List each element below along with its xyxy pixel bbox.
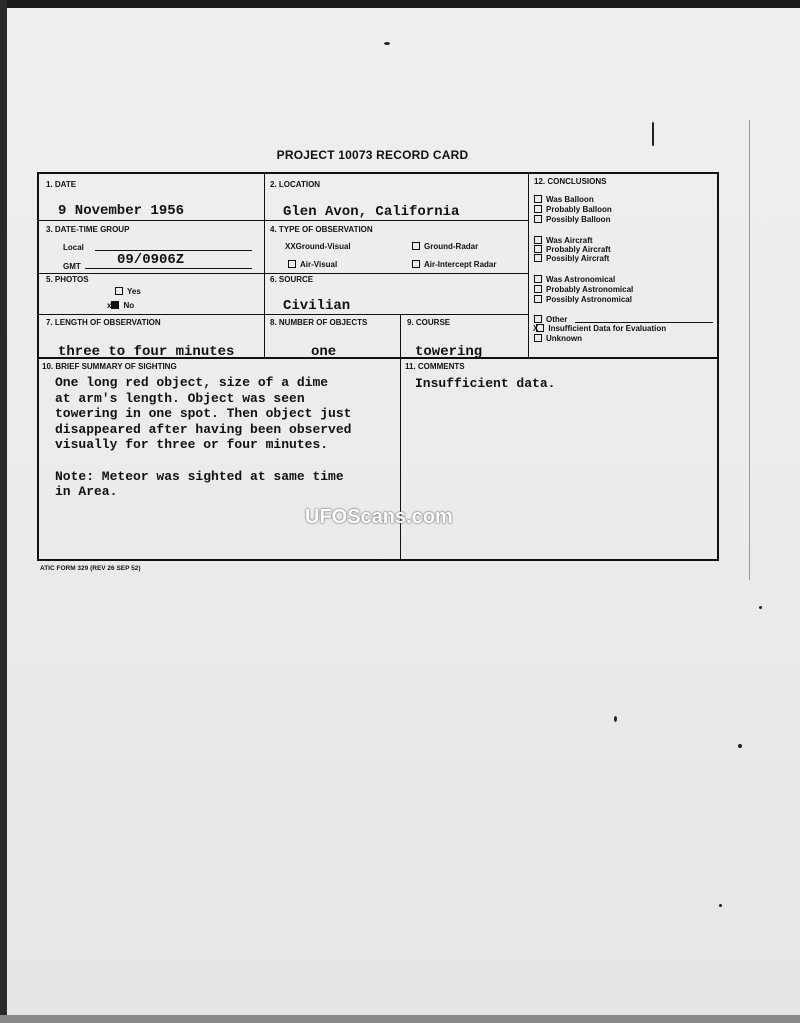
conclusion-label: Was Balloon bbox=[546, 195, 594, 204]
checkbox-icon bbox=[534, 245, 542, 253]
course-header: 9. COURSE bbox=[407, 318, 451, 327]
summary-header: 10. BRIEF SUMMARY OF SIGHTING bbox=[42, 362, 177, 371]
objects-header: 8. NUMBER OF OBJECTS bbox=[270, 318, 368, 327]
checkbox-icon bbox=[288, 260, 296, 268]
conclusion-label: Insufficient Data for Evaluation bbox=[548, 324, 667, 333]
location-value: Glen Avon, California bbox=[283, 204, 460, 220]
summary-line: One long red object, size of a dime bbox=[55, 375, 329, 390]
conclusion-item bbox=[534, 236, 593, 245]
summary-line: in Area. bbox=[55, 484, 118, 500]
card-title: PROJECT 10073 RECORD CARD bbox=[276, 148, 469, 162]
photos-no-label: No bbox=[123, 301, 135, 310]
checkbox-icon bbox=[412, 242, 420, 250]
checkbox-icon bbox=[534, 215, 542, 223]
local-label: Local bbox=[63, 243, 84, 252]
conclusion-item bbox=[534, 275, 615, 284]
photos-yes-option bbox=[115, 287, 141, 296]
air-visual-label: Air-Visual bbox=[300, 260, 338, 269]
conclusion-label: Probably Astronomical bbox=[546, 285, 634, 294]
conclusion-label: Other bbox=[546, 315, 568, 324]
date-value: 9 November 1956 bbox=[58, 203, 185, 219]
photos-no-option bbox=[107, 301, 134, 310]
summary-line: Note: Meteor was sighted at same time bbox=[55, 468, 344, 484]
length-value: three to four minutes bbox=[58, 344, 235, 360]
checkbox-icon bbox=[534, 254, 542, 262]
gmt-underline bbox=[85, 268, 252, 269]
ground-visual-option bbox=[285, 242, 351, 251]
checkbox-checked-icon bbox=[111, 301, 119, 309]
scan-mark bbox=[652, 122, 654, 146]
conclusion-item bbox=[534, 215, 610, 224]
date-header: 1. DATE bbox=[46, 180, 77, 189]
conclusion-label: Possibly Balloon bbox=[546, 215, 611, 224]
checkbox-icon bbox=[534, 315, 542, 323]
checked-mark: XX bbox=[285, 242, 296, 251]
conclusion-item bbox=[534, 254, 609, 263]
dtg-header: 3. DATE-TIME GROUP bbox=[46, 225, 130, 234]
conclusion-item bbox=[534, 285, 633, 294]
objects-value: one bbox=[311, 344, 337, 360]
summary-line: disappeared after having been observed bbox=[55, 421, 352, 437]
record-card bbox=[37, 172, 719, 561]
ground-radar-label: Ground-Radar bbox=[424, 242, 479, 251]
checkbox-icon bbox=[534, 334, 542, 342]
checkbox-icon bbox=[412, 260, 420, 268]
watermark: UFOScans.com bbox=[305, 506, 453, 528]
air-intercept-radar-option bbox=[412, 260, 496, 269]
checked-mark: X bbox=[533, 324, 539, 333]
air-visual-option bbox=[288, 260, 337, 269]
other-underline bbox=[575, 322, 713, 323]
checkbox-icon bbox=[534, 236, 542, 244]
source-header: 6. SOURCE bbox=[270, 275, 314, 284]
conclusion-item bbox=[534, 315, 567, 324]
checkbox-icon bbox=[115, 287, 123, 295]
conclusion-item bbox=[534, 205, 612, 214]
conclusions-header: 12. CONCLUSIONS bbox=[534, 177, 607, 186]
comments-value: Insufficient data. bbox=[415, 376, 556, 391]
conclusion-item bbox=[534, 295, 632, 304]
conclusion-label: Was Aircraft bbox=[546, 236, 593, 245]
checkbox-icon bbox=[534, 285, 542, 293]
summary-text bbox=[55, 375, 405, 500]
conclusion-label: Possibly Astronomical bbox=[546, 295, 632, 304]
conclusion-label: Probably Aircraft bbox=[546, 245, 611, 254]
location-header: 2. LOCATION bbox=[270, 180, 321, 189]
conclusion-item-selected bbox=[533, 324, 666, 333]
summary-line: visually for three or four minutes. bbox=[55, 437, 329, 453]
checkbox-checked-icon bbox=[536, 324, 544, 332]
air-intercept-radar-label: Air-Intercept Radar bbox=[424, 260, 497, 269]
conclusion-item bbox=[534, 245, 611, 254]
course-value: towering bbox=[415, 344, 483, 360]
conclusion-item bbox=[534, 334, 582, 343]
conclusion-label: Was Astronomical bbox=[546, 275, 616, 284]
local-underline bbox=[95, 250, 252, 251]
photos-header: 5. PHOTOS bbox=[46, 275, 89, 284]
ground-radar-option bbox=[412, 242, 478, 251]
scan-speck bbox=[614, 716, 617, 722]
length-header: 7. LENGTH OF OBSERVATION bbox=[46, 318, 161, 327]
scan-speck bbox=[759, 606, 762, 609]
conclusion-label: Probably Balloon bbox=[546, 205, 612, 214]
source-value: Civilian bbox=[283, 298, 351, 314]
gmt-value: 09/0906Z bbox=[117, 252, 185, 268]
checkbox-icon bbox=[534, 275, 542, 283]
form-id: ATIC FORM 329 (REV 26 SEP 52) bbox=[40, 565, 141, 572]
comments-header: 11. COMMENTS bbox=[405, 362, 465, 371]
fold-line bbox=[749, 120, 750, 580]
summary-line: towering in one spot. Then object just bbox=[55, 406, 352, 422]
checked-mark: x bbox=[107, 301, 112, 310]
conclusion-item bbox=[534, 195, 594, 204]
summary-blank-line bbox=[55, 453, 405, 469]
conclusion-label: Possibly Aircraft bbox=[546, 254, 610, 263]
scan-border-bottom bbox=[0, 1015, 800, 1023]
scan-mark bbox=[384, 42, 390, 45]
scan-speck bbox=[719, 904, 722, 907]
checkbox-icon bbox=[534, 295, 542, 303]
checkbox-icon bbox=[534, 205, 542, 213]
summary-line: at arm's length. Object was seen bbox=[55, 390, 305, 406]
checkbox-icon bbox=[534, 195, 542, 203]
observation-type-header: 4. TYPE OF OBSERVATION bbox=[270, 225, 373, 234]
scan-border-top bbox=[0, 0, 800, 8]
conclusion-label: Unknown bbox=[546, 334, 582, 343]
ground-visual-label: Ground-Visual bbox=[295, 242, 351, 251]
scan-speck bbox=[738, 744, 742, 748]
photos-yes-label: Yes bbox=[127, 287, 141, 296]
gmt-label: GMT bbox=[63, 262, 81, 271]
